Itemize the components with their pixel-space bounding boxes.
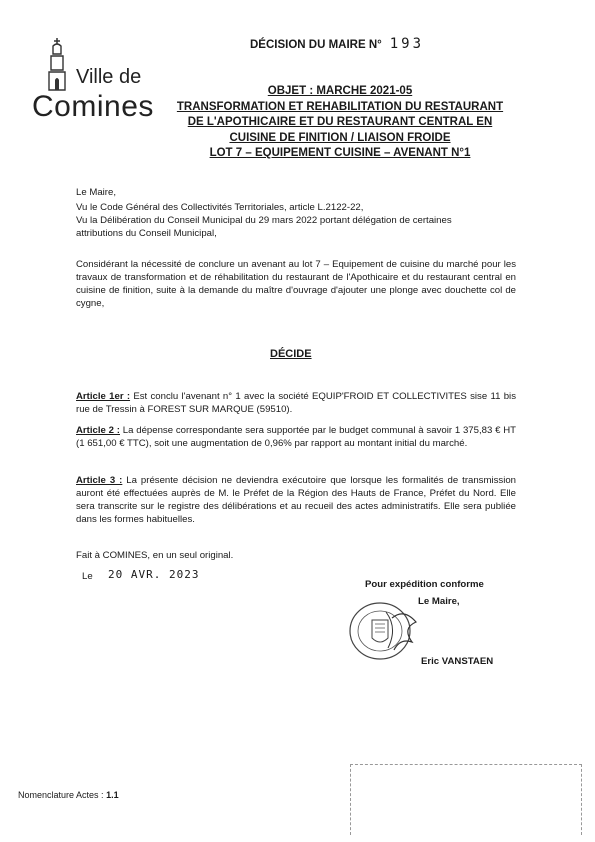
- church-tower-icon: [44, 36, 70, 92]
- le-maire-signature-label: Le Maire,: [418, 596, 460, 607]
- article-1-text: Est conclu l'avenant n° 1 avec la société EQUIP'FROID ET COLLECTIVITES sise 11 bis rue de Tressin à FOREST SUR MARQUE (59510).: [76, 391, 516, 415]
- logo-line-ville-de: Ville de: [76, 66, 142, 88]
- article-2: [76, 424, 516, 450]
- article-1: [76, 390, 516, 416]
- decision-title: [250, 36, 424, 52]
- signatory-name: Eric VANSTAEN: [421, 656, 494, 667]
- article-2-label: Article 2 :: [76, 425, 120, 436]
- objet-line-2: TRANSFORMATION ET REHABILITATION DU RESTAURANT: [176, 100, 504, 113]
- objet-line-1: OBJET : MARCHE 2021-05: [267, 85, 413, 97]
- nomenclature-value: 1.1: [106, 790, 119, 800]
- decision-label: DÉCISION DU MAIRE N°: [250, 39, 382, 51]
- objet-line-3: DE L'APOTHICAIRE ET DU RESTAURANT CENTRAL EN: [187, 116, 493, 128]
- le-maire-salutation: Le Maire,: [76, 187, 116, 198]
- logo-line-comines: Comines: [32, 90, 154, 123]
- objet-line-5: LOT 7 – EQUIPEMENT CUISINE – AVENANT N°1: [209, 147, 471, 159]
- registration-box: [350, 764, 582, 835]
- decide-heading: DÉCIDE: [270, 348, 312, 360]
- article-2-text: La dépense correspondante sera supportée par le budget communal à savoir 1 375,83 € HT (1 651,00 € TTC), soit une augmentation de 0,96% par rapport au montant initial du marché.: [76, 425, 516, 449]
- vu-code-general: Vu le Code Général des Collectivités Territoriales, article L.2122-22,: [76, 202, 364, 213]
- ville-de-comines-logo: [30, 36, 155, 126]
- objet-block: [150, 84, 530, 162]
- considerant-paragraph: Considérant la nécessité de conclure un avenant au lot 7 – Equipement de cuisine du marché pour les travaux de transformation et de réhabilitation du restaurant de l'Apothicaire et du restaurant central en cuisine de finition, suite à la demande du maître d'ouvrage d'ajouter une plonge avec douchette col de cygne,: [76, 259, 516, 309]
- article-3: [76, 474, 516, 526]
- date-stamp: 20 AVR. 2023: [108, 568, 200, 581]
- article-3-label: Article 3 :: [76, 475, 123, 486]
- article-3-text: La présente décision ne deviendra exécutoire que lorsque les formalités de transmission auront été effectuées auprès de M. le Préfet de la Région des Hauts de France, Préfet du Nord. Elle sera transcrite sur le registre des délibérations et au recueil des actes administratifs. Elle sera publiée dans les formes habituelles.: [76, 475, 516, 525]
- decision-number: 193: [389, 36, 425, 52]
- date-prefix: Le: [82, 571, 93, 582]
- nomenclature-label: Nomenclature Actes :: [18, 790, 104, 800]
- vu-paragraph: [76, 201, 486, 240]
- article-1-label: Article 1er :: [76, 391, 131, 402]
- expedition-conforme: Pour expédition conforme: [365, 579, 484, 590]
- vu-deliberation: Vu la Délibération du Conseil Municipal du 29 mars 2022 portant délégation de certaines attributions du Conseil Municipal,: [76, 215, 452, 239]
- fait-a-comines: Fait à COMINES, en un seul original.: [76, 550, 234, 561]
- nomenclature-actes: [18, 790, 119, 800]
- official-seal-stamp: [342, 598, 422, 664]
- objet-line-4: CUISINE DE FINITION / LIAISON FROIDE: [229, 131, 451, 144]
